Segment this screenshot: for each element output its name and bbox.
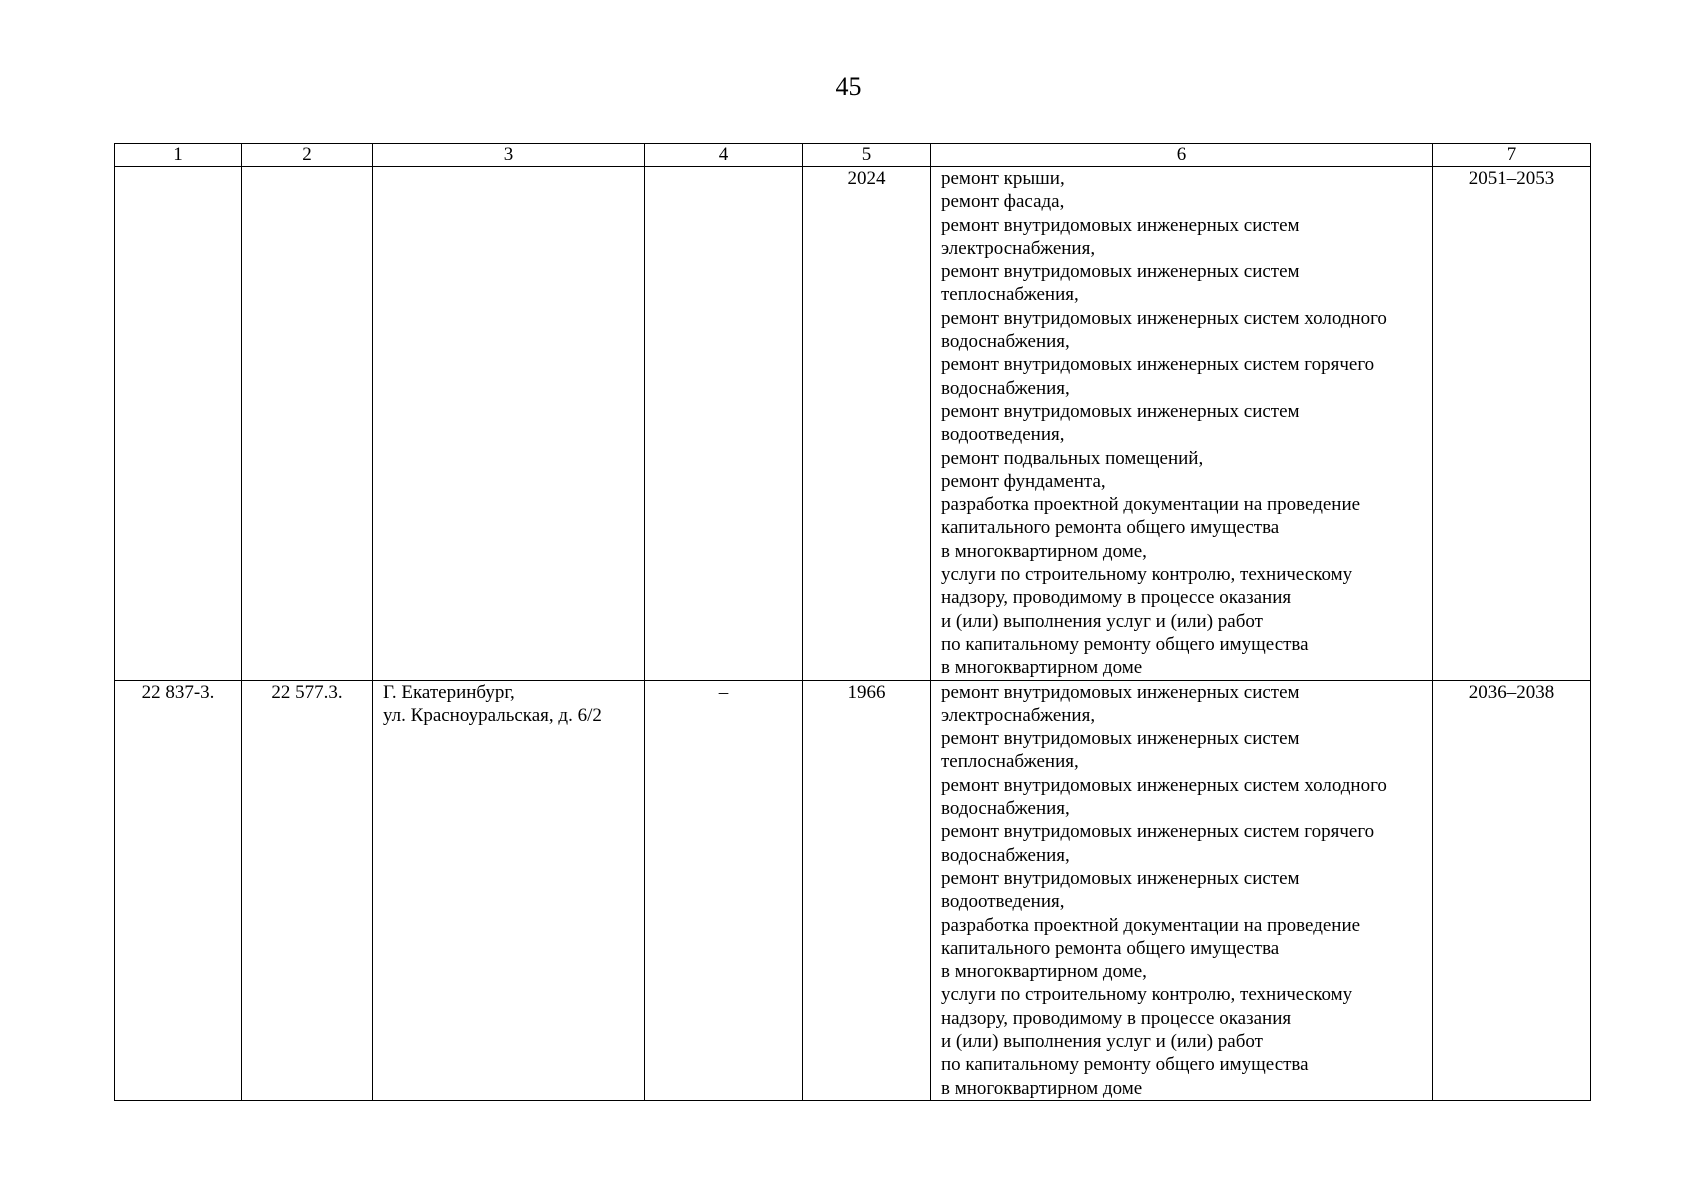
column-header-7: 7 [1433, 144, 1591, 167]
cell-works-list [931, 167, 1433, 681]
work-item-line: теплоснабжения, [941, 751, 1079, 773]
column-header-3: 3 [373, 144, 645, 167]
cell-period: 2051–2053 [1433, 167, 1591, 681]
repair-schedule-table [114, 143, 1591, 1101]
column-header-2: 2 [242, 144, 373, 167]
work-item-line: электроснабжения, [941, 237, 1096, 259]
work-item-line: разработка проектной документации на проведение [941, 494, 1361, 516]
column-header-1: 1 [115, 144, 242, 167]
table-body [115, 167, 1591, 1101]
cell-address [373, 167, 645, 681]
work-item-line: ремонт внутридомовых инженерных систем горячего [941, 354, 1375, 376]
work-item-line: и (или) выполнения услуг и (или) работ [941, 1030, 1263, 1052]
work-item-line: ремонт внутридомовых инженерных систем [941, 261, 1300, 283]
column-number-row [115, 144, 1591, 167]
table-header [115, 144, 1591, 167]
work-item-line: надзору, проводимому в процессе оказания [941, 587, 1292, 609]
column-header-6: 6 [931, 144, 1433, 167]
work-item-line: ремонт внутридомовых инженерных систем горячего [941, 821, 1375, 843]
work-item-line: и (или) выполнения услуг и (или) работ [941, 610, 1263, 632]
work-item-line: водоснабжения, [941, 377, 1070, 399]
cell-house-number [242, 167, 373, 681]
work-item-line: ремонт внутридомовых инженерных систем [941, 728, 1300, 750]
work-item-line: разработка проектной документации на проведение [941, 914, 1361, 936]
work-item-line: в многоквартирном доме, [941, 961, 1147, 983]
work-item-line: водоотведения, [941, 424, 1065, 446]
work-item-line: теплоснабжения, [941, 284, 1079, 306]
cell-column-4 [645, 167, 803, 681]
work-item-line: ремонт внутридомовых инженерных систем холодного [941, 774, 1387, 796]
column-header-4: 4 [645, 144, 803, 167]
page-number: 45 [835, 72, 862, 101]
work-item-line: по капитальному ремонту общего имущества [941, 633, 1309, 655]
table-row [115, 680, 1591, 1100]
cell-year: 1966 [803, 680, 931, 1100]
table-row [115, 167, 1591, 681]
work-item-line: ремонт фасада, [941, 191, 1065, 213]
cell-works-list [931, 680, 1433, 1100]
work-item-line: капитального ремонта общего имущества [941, 517, 1280, 539]
cell-period: 2036–2038 [1433, 680, 1591, 1100]
cell-record-number [115, 167, 242, 681]
work-item-line: ремонт внутридомовых инженерных систем [941, 214, 1300, 236]
work-item-line: электроснабжения, [941, 704, 1096, 726]
work-item-line: ремонт подвальных помещений, [941, 447, 1204, 469]
work-item-line: водоотведения, [941, 891, 1065, 913]
work-item-line: ремонт крыши, [941, 168, 1065, 189]
work-item-line: в многоквартирном доме, [941, 540, 1147, 562]
work-item-line: ремонт фундамента, [941, 470, 1106, 492]
cell-house-number: 22 577.3. [242, 680, 373, 1100]
work-item-line: ремонт внутридомовых инженерных систем холодного [941, 307, 1387, 329]
work-item-line: в многоквартирном доме [941, 1077, 1143, 1099]
cell-year: 2024 [803, 167, 931, 681]
column-header-5: 5 [803, 144, 931, 167]
work-item-line: водоснабжения, [941, 844, 1070, 866]
work-item-line: капитального ремонта общего имущества [941, 937, 1280, 959]
work-item-line: водоснабжения, [941, 798, 1070, 820]
cell-column-4: – [645, 680, 803, 1100]
work-item-line: по капитальному ремонту общего имущества [941, 1054, 1309, 1076]
work-item-line: ремонт внутридомовых инженерных систем [941, 867, 1300, 889]
work-item-line: услуги по строительному контролю, техническому [941, 984, 1353, 1006]
work-item-line: в многоквартирном доме [941, 657, 1143, 679]
work-item-line: ремонт внутридомовых инженерных систем [941, 681, 1300, 703]
work-item-line: услуги по строительному контролю, техническому [941, 564, 1353, 586]
cell-record-number: 22 837-3. [115, 680, 242, 1100]
work-item-line: ремонт внутридомовых инженерных систем [941, 400, 1300, 422]
cell-address: Г. Екатеринбург, ул. Красноуральская, д. 6/2 [373, 680, 645, 1100]
work-item-line: водоснабжения, [941, 331, 1070, 353]
work-item-line: надзору, проводимому в процессе оказания [941, 1007, 1292, 1029]
